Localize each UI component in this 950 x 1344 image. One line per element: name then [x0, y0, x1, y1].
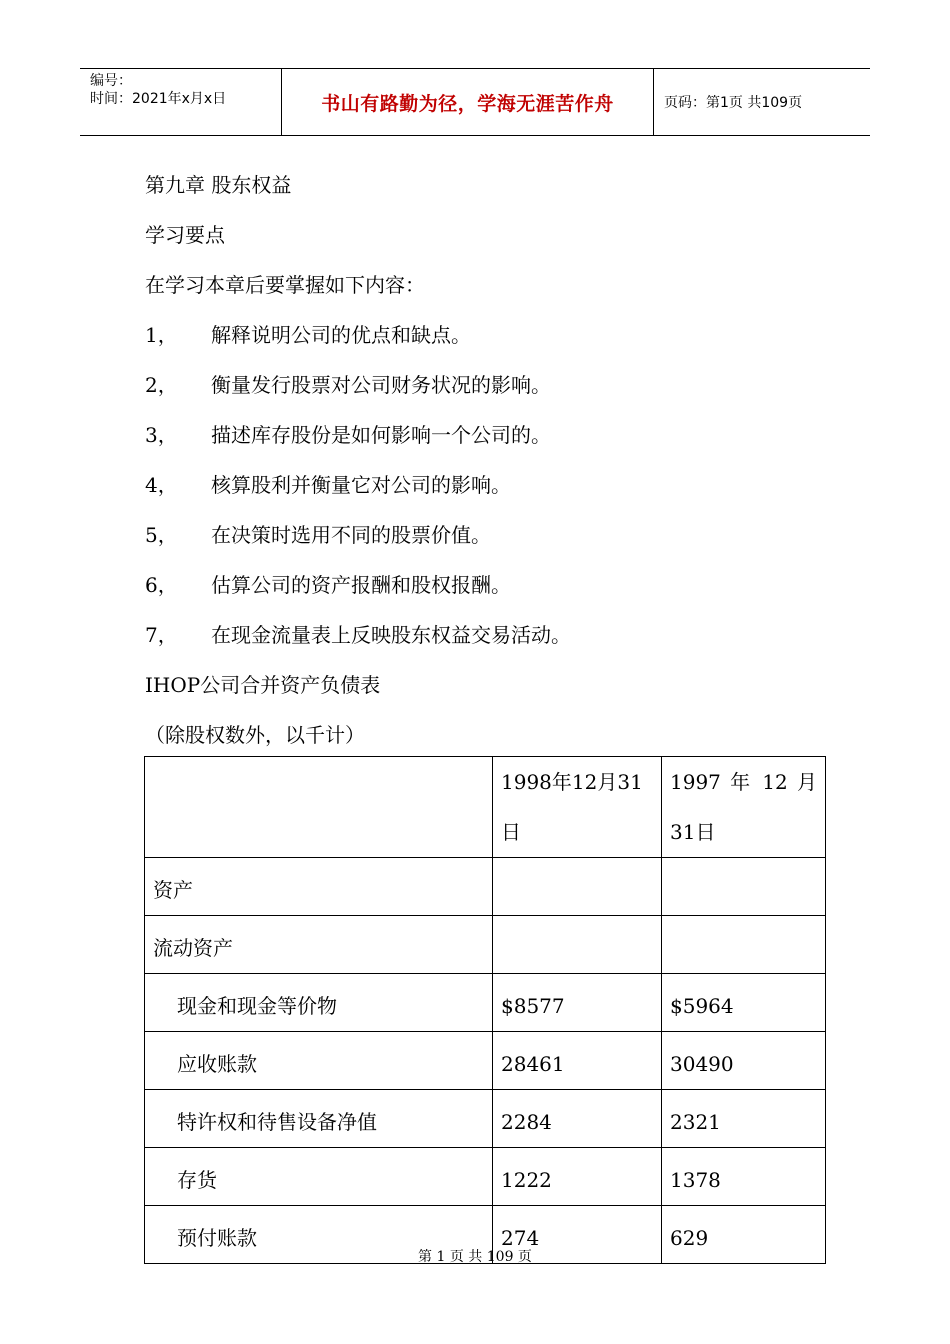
table-row [145, 858, 826, 916]
chapter-title: 第九章 股东权益 [145, 173, 292, 197]
objective-item [145, 565, 825, 615]
objective-number: 4， [145, 473, 178, 497]
table-header-row [145, 757, 826, 858]
table-row [145, 916, 826, 974]
table-title: IHOP公司合并资产负债表 [145, 673, 381, 697]
row-label: 应收账款 [145, 1032, 493, 1090]
objective-text: 解释说明公司的优点和缺点。 [211, 323, 471, 347]
objective-text: 在决策时选用不同的股票价值。 [211, 523, 491, 547]
objective-number: 3， [145, 423, 178, 447]
objective-item [145, 415, 825, 465]
objective-item [145, 515, 825, 565]
number-label: 编号： [90, 73, 132, 89]
table-row [145, 1148, 826, 1206]
balance-sheet-table [144, 756, 826, 1264]
objective-text: 在现金流量表上反映股东权益交易活动。 [211, 623, 571, 647]
page-footer: 第 1 页 共 109 页 [418, 1249, 532, 1265]
row-label: 预付账款 [145, 1206, 493, 1264]
table-header-cell [145, 757, 493, 858]
table-header-cell: 1998年12月31日 [493, 757, 662, 858]
objective-text: 衡量发行股票对公司财务状况的影响。 [211, 373, 551, 397]
value-1998 [493, 858, 662, 916]
objective-item [145, 615, 825, 665]
value-1998: 28461 [493, 1032, 662, 1090]
objective-number: 5， [145, 523, 178, 547]
row-label: 资产 [145, 858, 493, 916]
value-1997: 30490 [662, 1032, 826, 1090]
intro-text: 在学习本章后要掌握如下内容： [145, 273, 425, 297]
header-motto: 书山有路勤为径，学海无涯苦作舟 [282, 69, 654, 135]
objective-number: 7， [145, 623, 178, 647]
row-label: 存货 [145, 1148, 493, 1206]
value-1998: 1222 [493, 1148, 662, 1206]
value-1998: $8577 [493, 974, 662, 1032]
row-label: 流动资产 [145, 916, 493, 974]
value-1998 [493, 916, 662, 974]
objective-item [145, 465, 825, 515]
header-meta [80, 69, 282, 135]
objective-text: 描述库存股份是如何影响一个公司的。 [211, 423, 551, 447]
table-row [145, 974, 826, 1032]
row-label: 现金和现金等价物 [145, 974, 493, 1032]
value-1997: $5964 [662, 974, 826, 1032]
document-body [145, 165, 825, 765]
value-1997: 629 [662, 1206, 826, 1264]
value-1997 [662, 858, 826, 916]
page-header [80, 68, 870, 136]
objective-number: 1， [145, 323, 178, 347]
section-title: 学习要点 [145, 223, 225, 247]
objective-text: 估算公司的资产报酬和股权报酬。 [211, 573, 511, 597]
objective-number: 6， [145, 573, 178, 597]
objective-number: 2， [145, 373, 178, 397]
table-row [145, 1032, 826, 1090]
objective-item [145, 365, 825, 415]
table-note: （除股权数外，以千计） [145, 723, 365, 747]
table-row [145, 1090, 826, 1148]
value-1998: 274 [493, 1206, 662, 1264]
row-label: 特许权和待售设备净值 [145, 1090, 493, 1148]
objective-item [145, 315, 825, 365]
value-1997: 1378 [662, 1148, 826, 1206]
time-label: 时间：2021年x月x日 [90, 91, 227, 107]
table-header-cell: 1997 年 12 月 31日 [662, 757, 826, 858]
value-1997 [662, 916, 826, 974]
header-page-info: 页码：第1页 共109页 [664, 95, 803, 111]
value-1997: 2321 [662, 1090, 826, 1148]
value-1998: 2284 [493, 1090, 662, 1148]
objective-text: 核算股利并衡量它对公司的影响。 [211, 473, 511, 497]
